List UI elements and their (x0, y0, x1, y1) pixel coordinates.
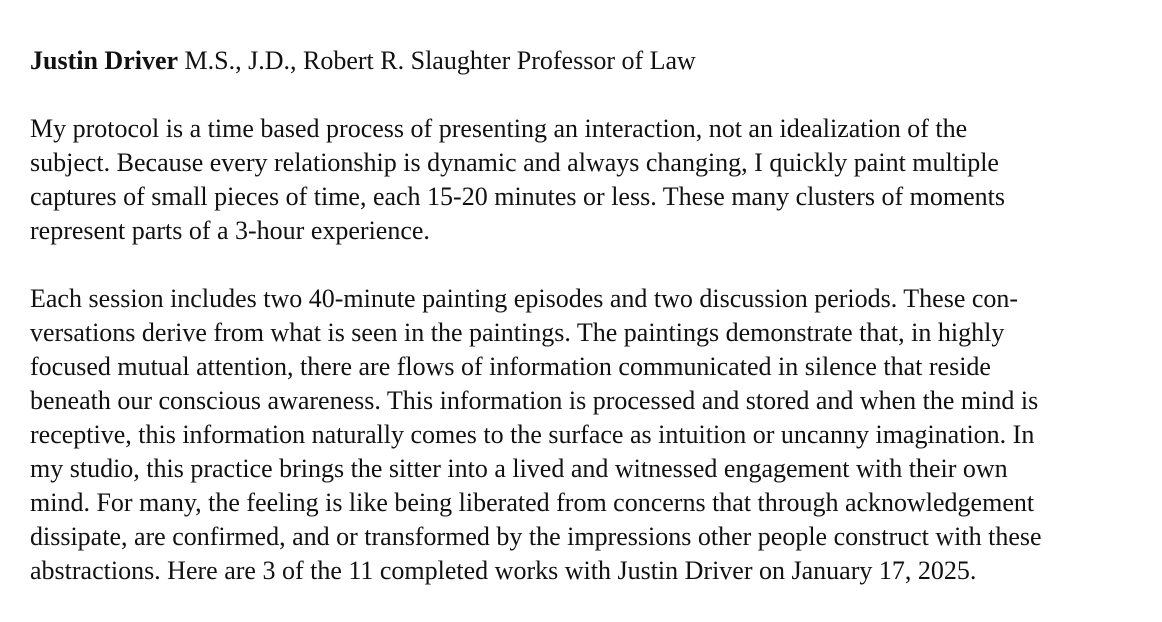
paragraph-line: dissipate, are confirmed, and or transformed by the impressions other people construct with these (30, 522, 1042, 551)
subject-heading (30, 44, 1140, 78)
paragraph-line: versations derive from what is seen in the paintings. The paintings demonstrate that, in highly (30, 318, 1005, 347)
document-body (30, 44, 1140, 622)
session-paragraph (30, 282, 1140, 588)
paragraph-line: mind. For many, the feeling is like being liberated from concerns that through acknowledgement (30, 488, 1035, 517)
paragraph-line: Each session includes two 40-minute painting episodes and two discussion periods. These con- (30, 284, 1019, 313)
subject-name: Justin Driver (30, 46, 179, 75)
subject-credentials: M.S., J.D., Robert R. Slaughter Professor of Law (178, 46, 696, 75)
paragraph-line: my studio, this practice brings the sitter into a lived and witnessed engagement with their own (30, 454, 1008, 483)
protocol-paragraph (30, 112, 1140, 248)
paragraph-line: receptive, this information naturally comes to the surface as intuition or uncanny imagination. In (30, 420, 1035, 449)
paragraph-line: abstractions. Here are 3 of the 11 completed works with Justin Driver on January 17, 2025. (30, 556, 977, 585)
paragraph-line: My protocol is a time based process of presenting an interaction, not an idealization of the (30, 114, 968, 143)
paragraph-line: beneath our conscious awareness. This information is processed and stored and when the mind is (30, 386, 1039, 415)
paragraph-line: captures of small pieces of time, each 15-20 minutes or less. These many clusters of moments (30, 182, 1005, 211)
paragraph-line: focused mutual attention, there are flows of information communicated in silence that reside (30, 352, 991, 381)
paragraph-line: represent parts of a 3-hour experience. (30, 216, 430, 245)
paragraph-line: subject. Because every relationship is dynamic and always changing, I quickly paint multiple (30, 148, 999, 177)
